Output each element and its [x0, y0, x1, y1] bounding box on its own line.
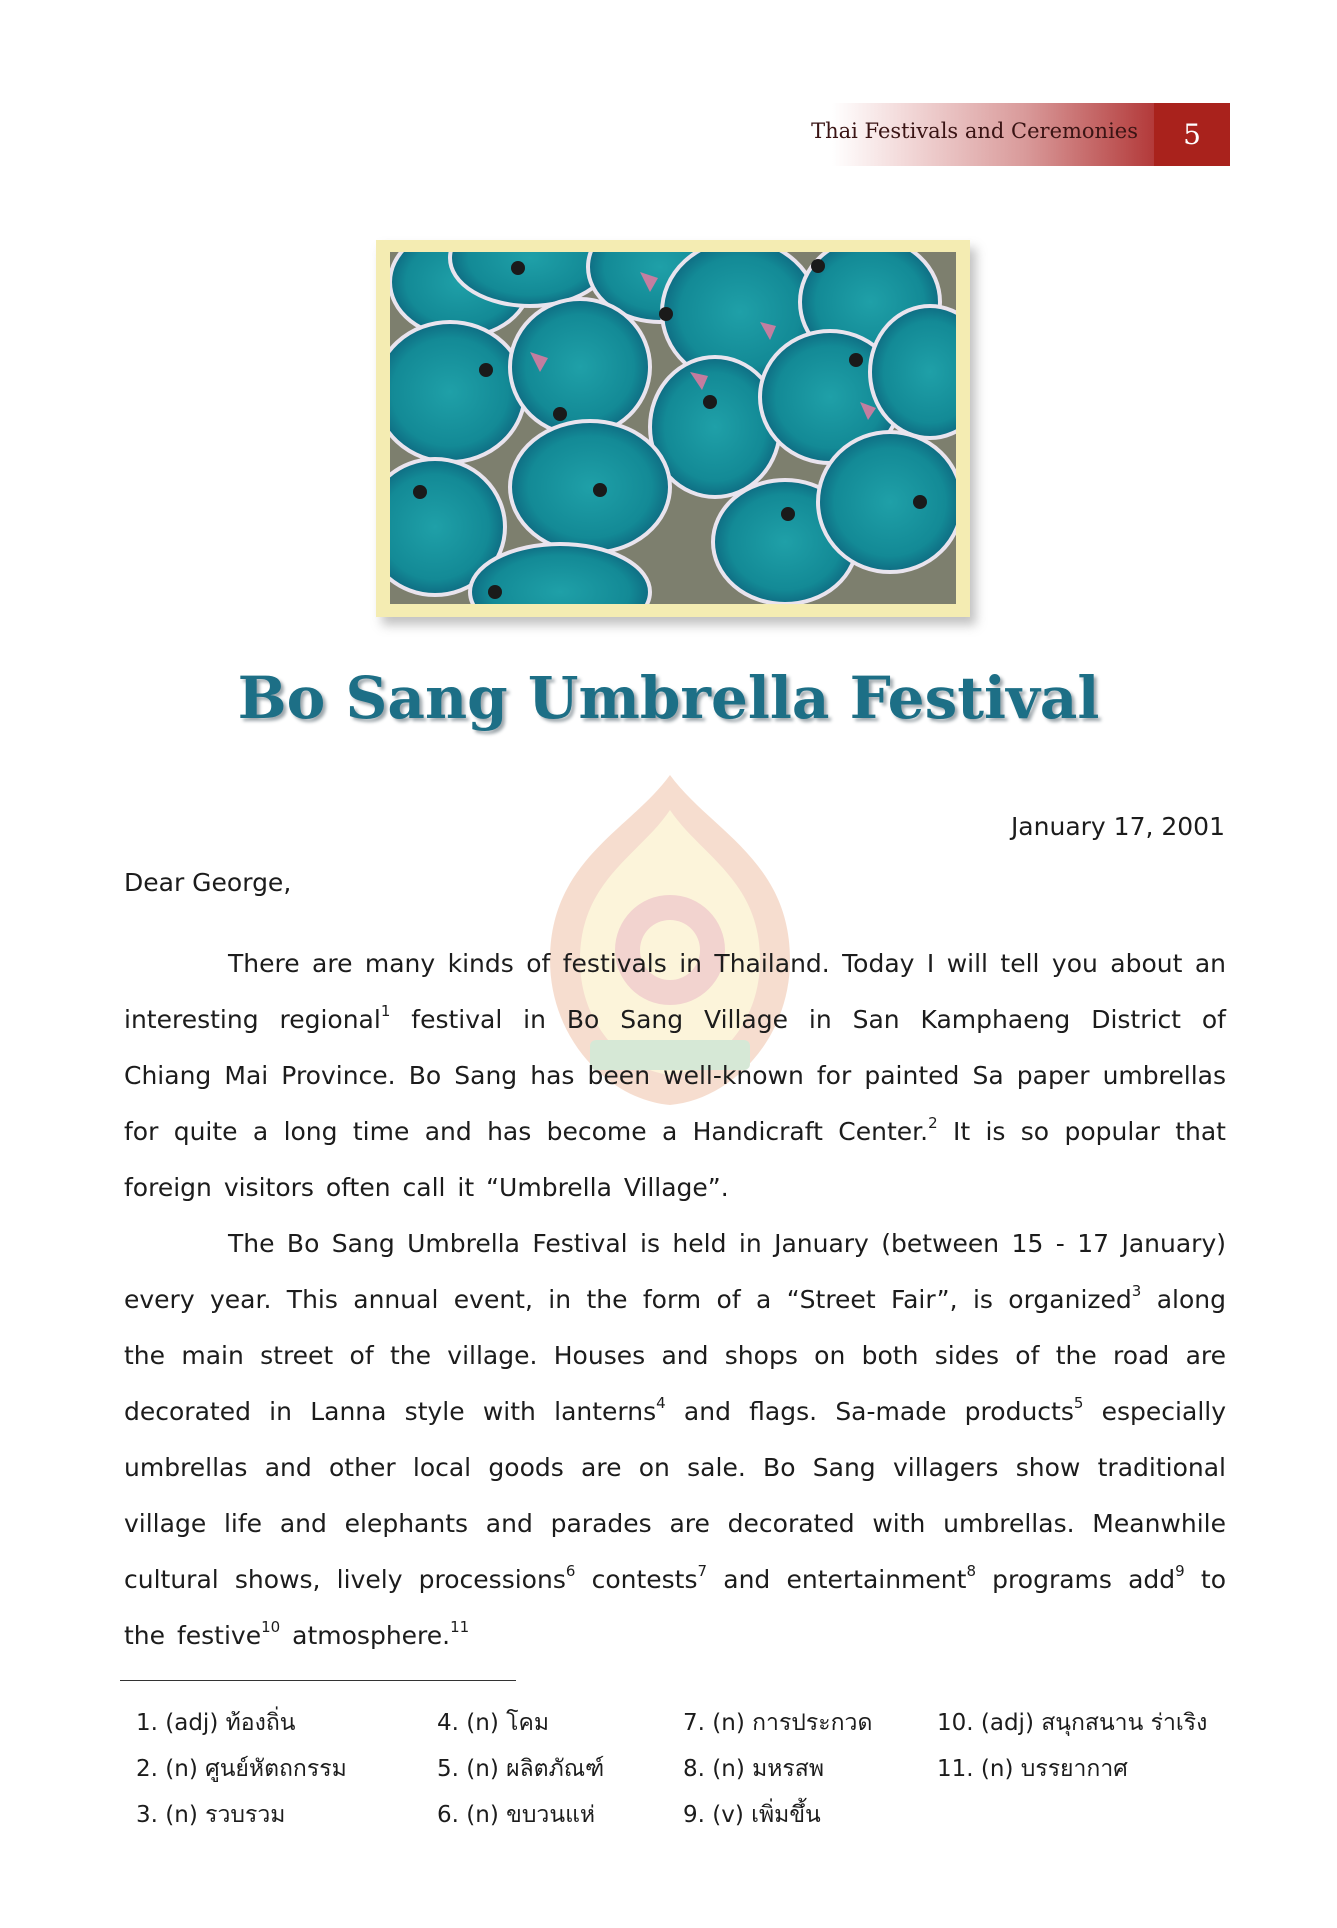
footnote-9: 9. (v) เพิ่มขึ้น — [683, 1802, 821, 1828]
footnote-1: 1. (adj) ท้องถิ่น — [136, 1710, 296, 1736]
text-run: and entertainment — [707, 1565, 967, 1594]
footnote-3: 3. (n) รวบรวม — [136, 1802, 286, 1828]
umbrella-photo-image — [390, 252, 956, 604]
footnote-ref: 1 — [380, 1002, 391, 1020]
footnote-ref: 8 — [966, 1562, 976, 1580]
letter-body — [124, 936, 1226, 1664]
footnote-6: 6. (n) ขบวนแห่ — [437, 1802, 596, 1828]
page-number: 5 — [1154, 103, 1230, 166]
footnote-2: 2. (n) ศูนย์หัตถกรรม — [136, 1756, 347, 1782]
footnote-ref: 10 — [261, 1618, 281, 1636]
umbrella-photo — [376, 240, 970, 617]
footnote-ref: 2 — [928, 1114, 938, 1132]
footnote-divider — [120, 1680, 516, 1681]
salutation: Dear George, — [124, 868, 292, 897]
article-title: Bo Sang Umbrella Festival — [237, 664, 1100, 732]
footnote-8: 8. (n) มหรสพ — [683, 1756, 824, 1782]
text-run: and flags. Sa-made products — [665, 1397, 1074, 1426]
text-run: atmosphere. — [280, 1621, 451, 1650]
footnote-10: 10. (adj) สนุกสนาน ร่าเริง — [937, 1710, 1208, 1736]
text-run: The Bo Sang Umbrella Festival is held in January (between 15 - 17 January) every year. This annual event, in the form of a “Street Fair”, is organized — [124, 1229, 1226, 1314]
footnote-ref: 11 — [450, 1618, 470, 1636]
header-title: Thai Festivals and Ceremonies — [811, 119, 1138, 143]
text-run: along the main street of the village. Houses and shops on both sides of the road are decorated in Lanna style with lanterns — [124, 1285, 1226, 1426]
text-run: to the festive — [124, 1565, 1226, 1650]
text-run: contests — [575, 1565, 698, 1594]
footnote-ref: 5 — [1073, 1394, 1084, 1412]
footnote-5: 5. (n) ผลิตภัณฑ์ — [437, 1756, 605, 1782]
text-run: festival in Bo Sang Village in San Kamphaeng District of Chiang Mai Province. Bo Sang has been well-known for painted Sa paper umbrellas for quite a long time and has become a Handicraft Center. — [124, 1005, 1226, 1146]
page-header — [811, 103, 1230, 166]
footnote-ref: 9 — [1175, 1562, 1185, 1580]
paragraph-1 — [124, 936, 1226, 1216]
text-run: It is so popular that foreign visitors often call it “Umbrella Village”. — [124, 1117, 1226, 1202]
paragraph-2 — [124, 1216, 1226, 1664]
footnote-7: 7. (n) การประกวด — [683, 1710, 873, 1736]
footnote-ref: 4 — [656, 1394, 666, 1412]
footnote-4: 4. (n) โคม — [437, 1710, 550, 1736]
text-run: programs add — [976, 1565, 1176, 1594]
footnote-ref: 3 — [1131, 1282, 1142, 1300]
letter-date: January 17, 2001 — [1010, 812, 1225, 841]
footnote-ref: 6 — [565, 1562, 576, 1580]
text-run: There are many kinds of festivals in Thailand. Today I will tell you about an interesting regional — [124, 949, 1226, 1034]
text-run: especially umbrellas and other local goods are on sale. Bo Sang villagers show traditional village life and elephants and parades are decorated with umbrellas. Meanwhile cultural shows, lively processions — [124, 1397, 1227, 1594]
footnote-ref: 7 — [697, 1562, 708, 1580]
footnote-11: 11. (n) บรรยากาศ — [937, 1756, 1128, 1782]
